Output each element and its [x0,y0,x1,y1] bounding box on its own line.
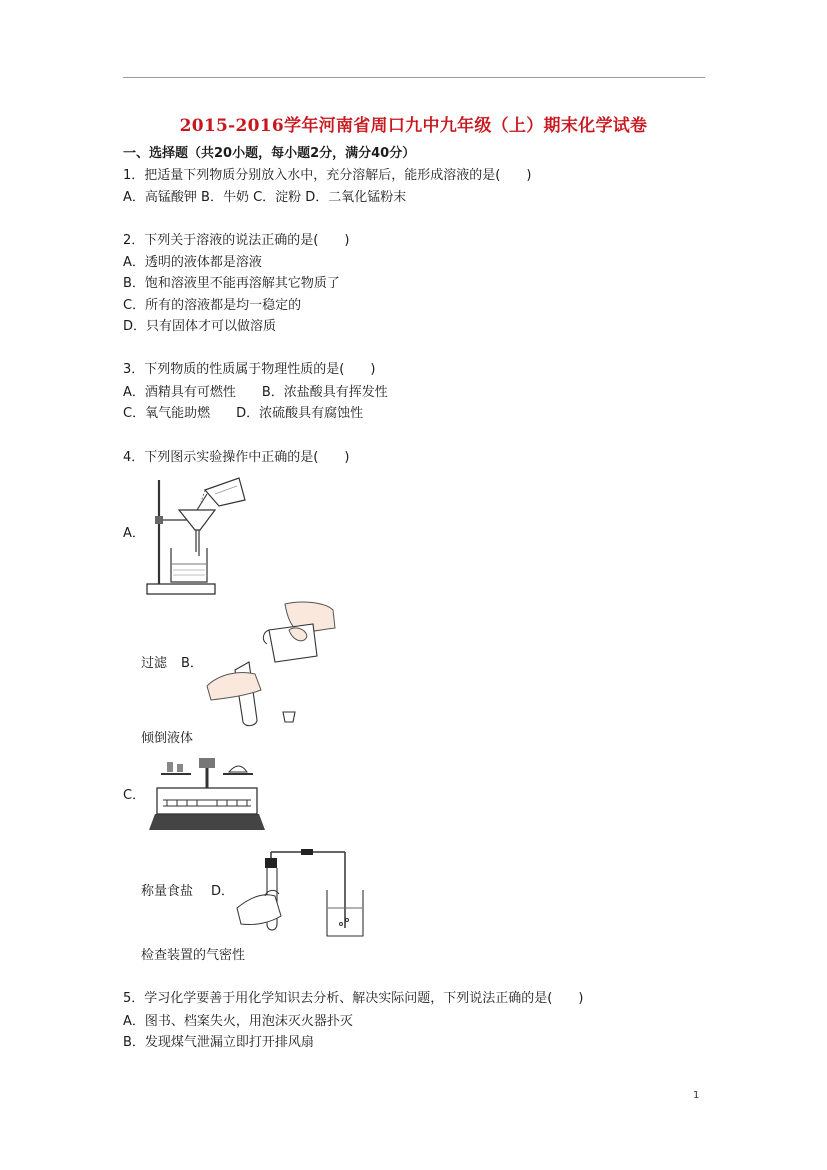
q1-options: A．高锰酸钾 B．牛奶 C．淀粉 D．二氧化锰粉末 [123,190,407,205]
balance-figure [147,752,267,834]
q4-option-c-label: C． [123,788,146,803]
q2-stem: 2．下列关于溶液的说法正确的是( ) [123,233,350,248]
q4-option-b-label: B． [181,656,203,671]
q3-options-ab: A．酒精具有可燃性 B．浓盐酸具有挥发性 [123,385,388,400]
header-rule [123,77,705,78]
q4-option-d-caption: 检查装置的气密性 [141,948,246,963]
q4-option-c-caption: 称量食盐 [141,884,194,899]
page-number: 1 [693,1090,700,1101]
q2-option-d: D．只有固体才可以做溶质 [123,319,277,334]
q5-option-b: B．发现煤气泄漏立即打开排风扇 [123,1035,314,1050]
q2-option-a: A．透明的液体都是溶液 [123,255,262,270]
q4-option-b-caption: 倾倒液体 [141,731,194,746]
airtightness-figure [235,846,370,941]
q4-option-d-label: D． [211,884,235,899]
q3-options-cd: C．氧气能助燃 D．浓硫酸具有腐蚀性 [123,406,364,421]
q2-option-c: C．所有的溶液都是均一稳定的 [123,298,302,313]
q4-option-a-caption: 过滤 [141,656,168,671]
filtration-figure [145,472,255,600]
q3-stem: 3．下列物质的性质属于物理性质的是( ) [123,362,376,377]
q4-stem: 4．下列图示实验操作中正确的是( ) [123,450,350,465]
pouring-liquid-figure [205,600,340,728]
q1-stem: 1．把适量下列物质分别放入水中，充分溶解后，能形成溶液的是( ) [123,168,532,183]
q5-stem: 5．学习化学要善于用化学知识去分析、解决实际问题，下列说法正确的是( ) [123,991,584,1006]
q5-option-a: A．图书、档案失火，用泡沫灭火器扑灭 [123,1014,353,1029]
page-title: 2015-2016学年河南省周口九中九年级（上）期末化学试卷 [179,116,648,136]
section-heading: 一、选择题（共20小题，每小题2分，满分40分） [123,146,416,161]
q4-option-a-label: A． [123,526,145,541]
q2-option-b: B．饱和溶液里不能再溶解其它物质了 [123,276,340,291]
